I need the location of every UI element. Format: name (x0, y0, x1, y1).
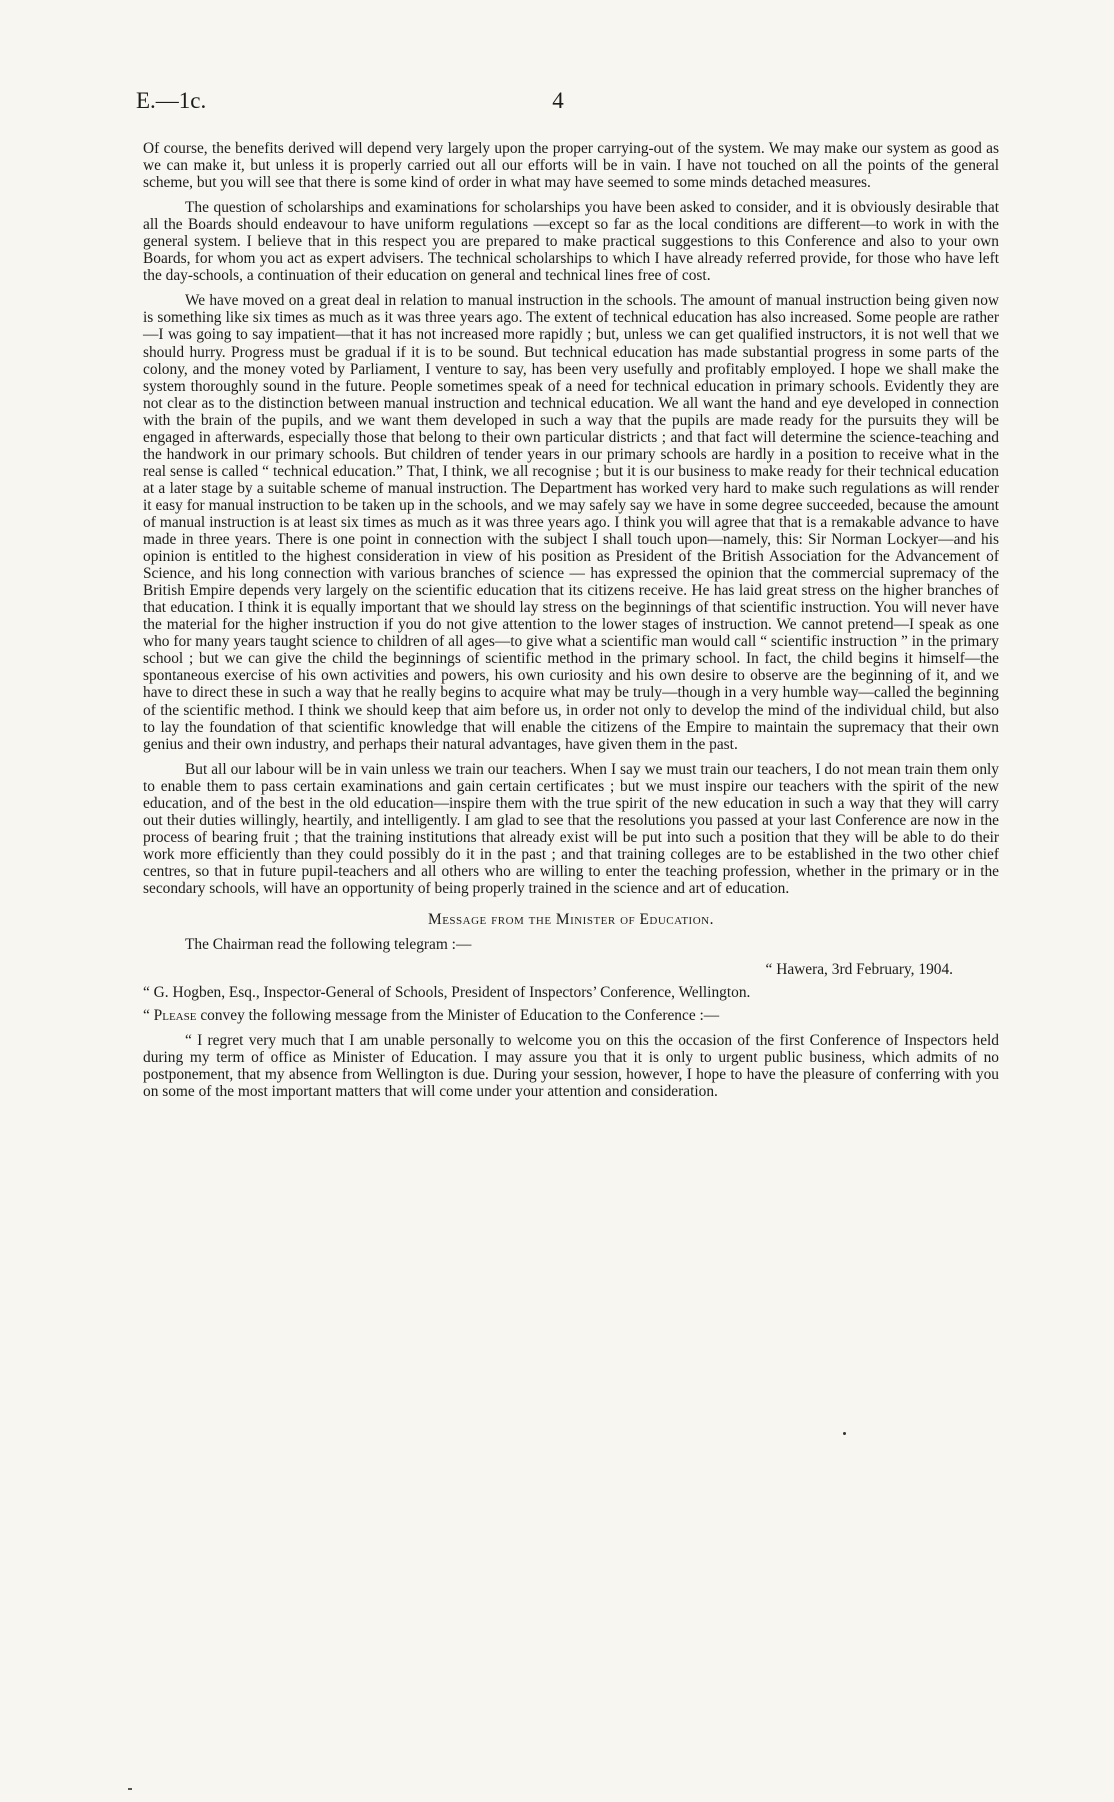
paragraph-train-teachers: But all our labour will be in vain unless we train our teachers. When I say we must train our teachers, I do not mean train them only to enable them to pass certain examinations and gain certain certificates ; but we must inspire our teachers with the spirit of the new education, and of the best in the old education—inspire them with the true spirit of the new education in such a way that they will carry out their duties willingly, heartily, and intelligently. I am glad to see that the resolutions you passed at your last Conference are now in the process of bearing fruit ; that the training institutions that already exist will be put into such a position that they will be able to do their work more efficiently than they could possibly do it in the past ; and that training colleges are to be established in the two other chief centres, so that in future pupil-teachers and all others who are willing to enter the teaching profession, whether in the primary or in the secondary schools, will have an opportunity of being properly trained in the science and art of education. (143, 760, 999, 897)
document-reference: E.—1c. (136, 88, 207, 113)
paragraph-scholarships: The question of scholarships and examinations for scholarships you have been asked to consider, and it is obviously desirable that all the Boards should endeavour to have uniform regulations —except so far as the local conditions are different—to work in with the general system. I believe that in this respect you are prepared to make practical suggestions to this Conference and also to your own Boards, for whom you act as expert advisers. The technical scholarships to which I have already referred provide, for those who have left the day-schools, a continuation of their education on general and technical lines free of cost. (143, 199, 999, 285)
telegram-convey (143, 1007, 999, 1024)
scan-mark (128, 1788, 132, 1790)
telegram-date: “ Hawera, 3rd February, 1904. (765, 961, 953, 979)
section-heading: Message from the Minister of Education. (428, 911, 714, 929)
telegram-address: “ G. Hogben, Esq., Inspector-General of Schools, President of Inspectors’ Conference, Wellington. (143, 984, 751, 1002)
paragraph-system: Of course, the benefits derived will depend very largely upon the proper carrying-out of the system. We may make our system as good as we can make it, but unless it is properly carried out all our efforts will be in vain. I have not touched on all the points of the general scheme, but you will see that there is some kind of order in what may have seemed to some minds detached measures. (143, 140, 999, 192)
please-word: “ Please (143, 1007, 197, 1025)
telegram-intro: The Chairman read the following telegram :— (185, 936, 472, 954)
stray-mark (843, 1432, 846, 1435)
page-number: 4 (552, 88, 564, 113)
telegram-quote: “ I regret very much that I am unable personally to welcome you on this the occasion of the first Conference of Inspectors held during my term of office as Minister of Education. I may assure you that it is only to urgent public business, which admits of no postponement, that my absence from Wellington is due. During your session, however, I hope to have the pleasure of conferring with you on some of the most important matters that will come under your attention and consideration. (143, 1032, 999, 1101)
convey-text: convey the following message from the Minister of Education to the Conference :— (196, 1007, 720, 1025)
paragraph-manual-instruction: We have moved on a great deal in relation to manual instruction in the schools. The amount of manual instruction being given now is something like six times as much as it was three years ago. The extent of technical education has also increased. Some people are rather—I was going to say impatient—that it has not increased more rapidly ; but, unless we can get qualified instructors, it is not well that we should hurry. Progress must be gradual if it is to be sound. But technical education has made substantial progress in some parts of the colony, and the money voted by Parliament, I venture to say, has been very usefully and profitably employed. I hope we shall make the system thoroughly sound in the future. People sometimes speak of a need for technical education in primary schools. Evidently they are not clear as to the distinction between manual instruction and technical education. We all want the hand and eye developed in connection with the brain of the pupils, and we want them developed in such a way that the pupils are made ready for the pursuits they will be engaged in afterwards, especially those that belong to their own particular districts ; and that fact will determine the science-teaching and the handwork in our primary schools. But children of tender years in our primary schools are hardly in a position to receive what in the real sense is called “ technical education.” That, I think, we all recognise ; but it is our business to make ready for their technical education at a later stage by a suitable scheme of manual instruction. The Department has worked very hard to make such regulations as will render it easy for manual instruction to be taken up in the schools, and we may safely say we have in some degree succeeded, because the amount of manual instruction is at least six times as much as it was three years ago. I think you will agree that that is a remakable advance to have made in three years. There is one point in connection with the subject I shall touch upon—namely, this: Sir Norman Lockyer—and his opinion is entitled to the highest consideration in view of his position as President of the British Association for the Advancement of Science, and his long connection with various branches of science — has expressed the opinion that the commercial supremacy of the British Empire depends very largely on the scientific education that its citizens receive. He has laid great stress on the higher branches of that education. I think it is equally important that we should lay stress on the beginnings of that scientific instruction. You will never have the material for the higher instruction if you do not give attention to the lower stages of instruction. We cannot pretend—I speak as one who for many years taught science to children of all ages—to give what a scientific man would call “ scientific instruction ” in the primary school ; but we can give the child the beginnings of scientific method in the primary school. In fact, the child begins it himself—the spontaneous exercise of his own activities and powers, his own curiosity and his own desire to observe are the beginning of it, and we have to direct these in such a way that he really begins to acquire what may be truly—though in a very humble way—called the beginning of the scientific method. I think we should keep that aim before us, in order not only to develop the mind of the individual child, but also to lay the foundation of that scientific knowledge that will enable the citizens of the Empire to maintain the supremacy that their own genius and their own industry, and perhaps their natural advantages, have given them in the past. (143, 292, 999, 753)
page-body (143, 140, 999, 1108)
page-header (0, 88, 1114, 124)
